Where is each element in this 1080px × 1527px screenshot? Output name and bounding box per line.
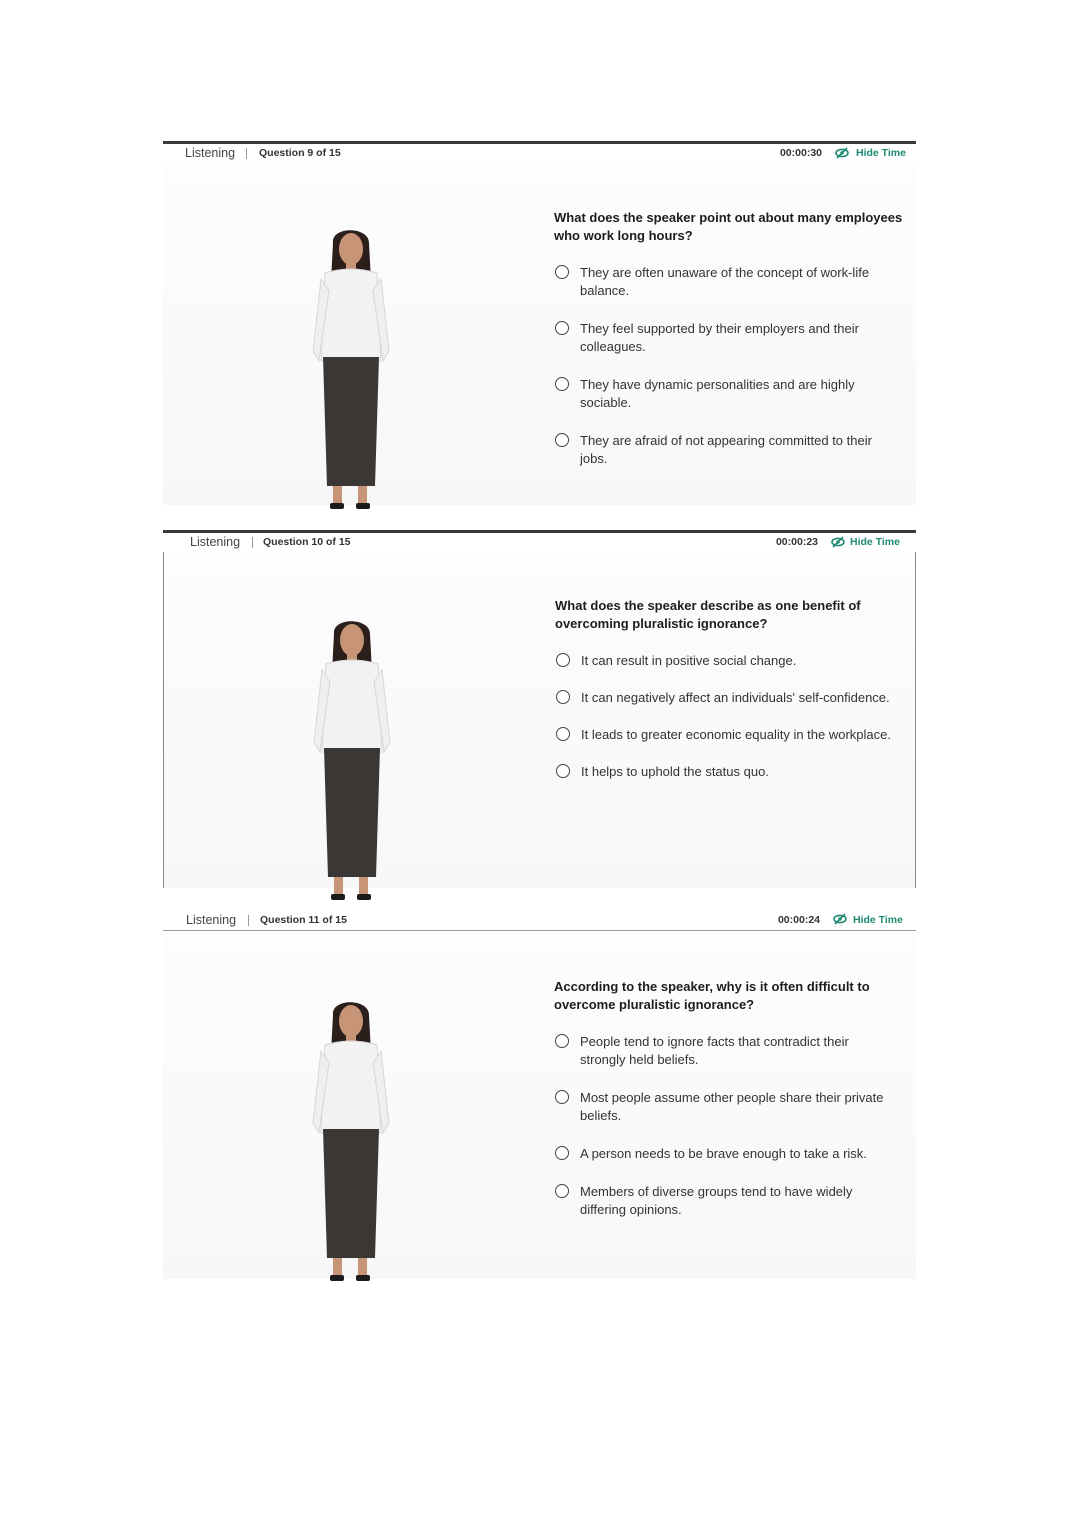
- timer: 00:00:23: [775, 536, 818, 548]
- section-label: Listening: [186, 913, 237, 927]
- hide-time-button[interactable]: Hide Time: [856, 147, 906, 159]
- eye-slash-icon[interactable]: [835, 147, 849, 159]
- radio-button[interactable]: [555, 265, 569, 279]
- hide-time-button[interactable]: Hide Time: [853, 914, 903, 926]
- radio-button[interactable]: [555, 1146, 569, 1160]
- question-text: According to the speaker, why is it often difficult to overcome pluralistic ignorance?: [554, 979, 870, 1012]
- answer-option[interactable]: It can negatively affect an individuals' self-confidence.: [555, 689, 917, 707]
- answer-option[interactable]: It leads to greater economic equality in the workplace.: [555, 726, 917, 744]
- question-counter: Question 11 of 15: [260, 914, 347, 926]
- radio-button[interactable]: [556, 764, 570, 778]
- eye-slash-icon[interactable]: [833, 913, 847, 925]
- answer-option[interactable]: It can result in positive social change.: [555, 652, 917, 670]
- answer-options: [554, 1033, 916, 1219]
- answer-option[interactable]: They are afraid of not appearing committed to their jobs.: [554, 432, 916, 468]
- radio-button[interactable]: [556, 653, 570, 667]
- divider: [246, 148, 247, 159]
- question-panel-9: [163, 141, 916, 505]
- divider: [248, 915, 249, 926]
- answer-option[interactable]: They are often unaware of the concept of work-life balance.: [554, 264, 916, 300]
- radio-button[interactable]: [555, 1090, 569, 1104]
- question-counter: Question 10 of 15: [263, 536, 351, 548]
- question-counter: Question 9 of 15: [259, 147, 341, 159]
- radio-button[interactable]: [555, 433, 569, 447]
- answer-option[interactable]: People tend to ignore facts that contradict their strongly held beliefs.: [554, 1033, 916, 1069]
- answer-option[interactable]: It helps to uphold the status quo.: [555, 763, 917, 781]
- radio-button[interactable]: [556, 690, 570, 704]
- divider: [252, 537, 253, 548]
- answer-options: [555, 652, 917, 781]
- radio-button[interactable]: [555, 1184, 569, 1198]
- question-text: What does the speaker describe as one benefit of overcoming pluralistic ignorance?: [555, 598, 861, 631]
- radio-button[interactable]: [555, 377, 569, 391]
- timer: 00:00:30: [779, 147, 822, 159]
- speaker-figure: [302, 612, 402, 902]
- radio-button[interactable]: [555, 321, 569, 335]
- top-bar: [163, 909, 916, 931]
- hide-time-button[interactable]: Hide Time: [850, 536, 900, 548]
- stage: [163, 552, 916, 888]
- top-bar: [163, 530, 916, 553]
- speaker-figure: [301, 993, 401, 1283]
- answer-option[interactable]: They have dynamic personalities and are highly sociable.: [554, 376, 916, 412]
- answer-option[interactable]: They feel supported by their employers and their colleagues.: [554, 320, 916, 356]
- answer-option[interactable]: Most people assume other people share their private beliefs.: [554, 1089, 916, 1125]
- answer-option[interactable]: A person needs to be brave enough to take a risk.: [554, 1145, 916, 1163]
- answer-options: [554, 264, 916, 468]
- section-label: Listening: [190, 535, 241, 549]
- radio-button[interactable]: [556, 727, 570, 741]
- question-text: What does the speaker point out about many employees who work long hours?: [554, 210, 903, 243]
- question-panel-10: [163, 530, 916, 888]
- radio-button[interactable]: [555, 1034, 569, 1048]
- timer: 00:00:24: [777, 914, 820, 926]
- stage: [163, 163, 916, 505]
- question-panel-11: [163, 909, 916, 1279]
- eye-slash-icon[interactable]: [831, 536, 845, 548]
- top-bar: [163, 141, 916, 164]
- answer-option[interactable]: Members of diverse groups tend to have widely differing opinions.: [554, 1183, 916, 1219]
- section-label: Listening: [185, 146, 236, 160]
- stage: [163, 931, 916, 1279]
- speaker-figure: [301, 221, 401, 511]
